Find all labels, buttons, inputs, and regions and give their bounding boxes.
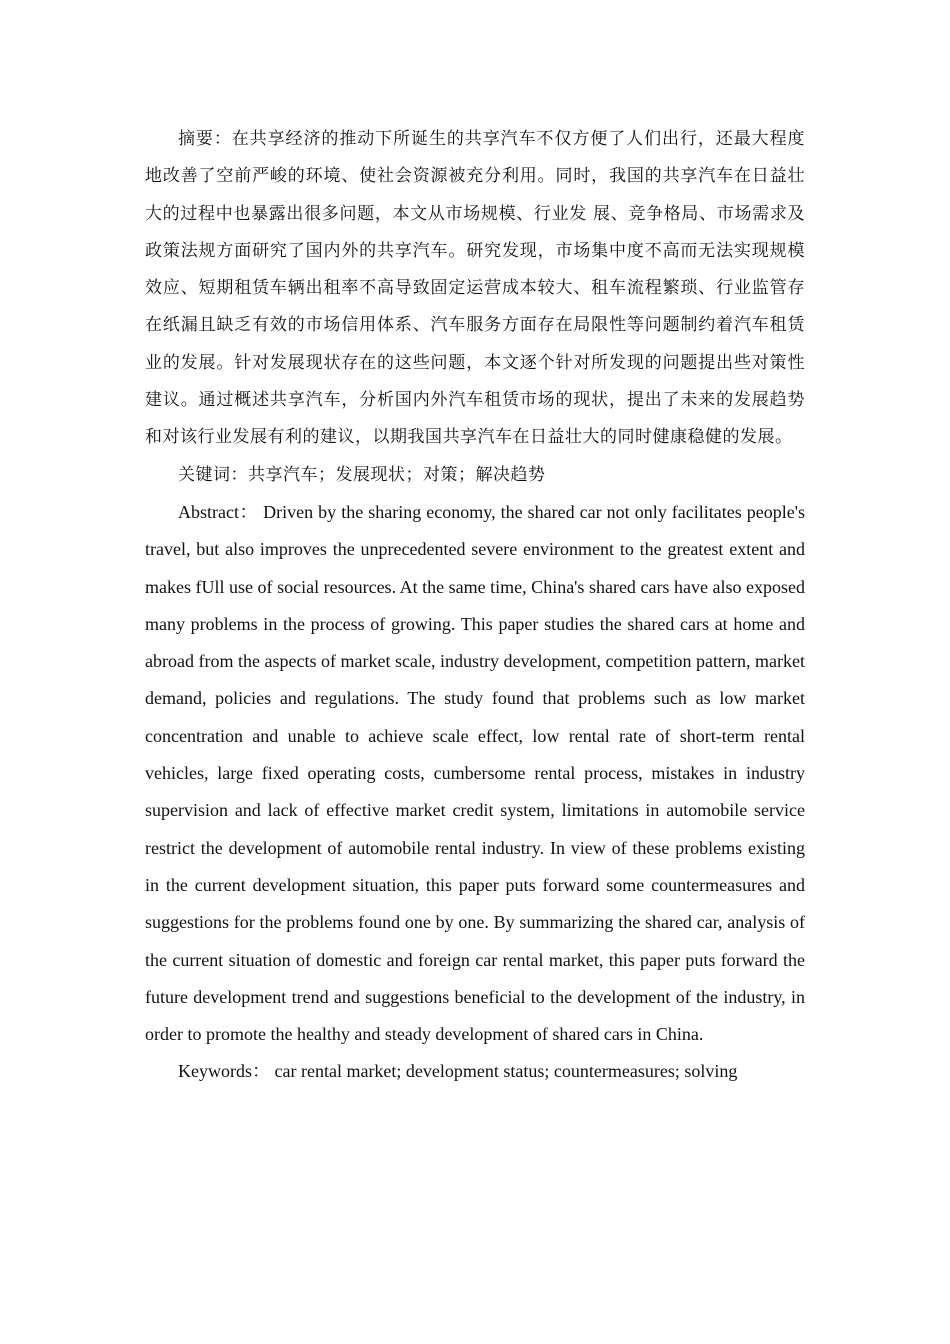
chinese-abstract-paragraph (145, 121, 805, 457)
english-abstract-text: Driven by the sharing economy, the shared car not only facilitates people's travel, but also improves the unprecedented severe environment to the greatest extent and makes fUll use of social resources. At the same time, China's shared cars have also exposed many problems in the process of growing. This paper studies the shared cars at home and abroad from the aspects of market scale, industry development, competition pattern, market demand, policies and regulations. The study found that problems such as low market concentration and unable to achieve scale effect, low rental rate of short-term rental vehicles, large fixed operating costs, cumbersome rental process, mistakes in industry supervision and lack of effective market credit system, limitations in automobile service restrict the development of automobile rental industry. In view of these problems existing in the current development situation, this paper puts forward some countermeasures and suggestions for the problems found one by one. By summarizing the shared car, analysis of the current situation of domestic and foreign car rental market, this paper puts forward the future development trend and suggestions beneficial to the development of the industry, in order to promote the healthy and steady development of shared cars in China. (145, 501, 806, 1045)
chinese-abstract-text: 在共享经济的推动下所诞生的共享汽车不仅方便了人们出行，还最大程度地改善了空前严峻的环境、使社会资源被充分利用。同时，我国的共享汽车在日益壮大的过程中也暴露出很多问题，本文从市场规模、行业发 展、竞争格局、市场需求及政策法规方面研究了国内外的共享汽车。研究发现，市场集中度不高而无法实现规模效应、短期租赁车辆出租率不高导致固定运营成本较大、租车流程繁琐、行业监管存在纸漏且缺乏有效的市场信用体系、汽车服务方面存在局限性等问题制约着汽车租赁业的发展。针对发展现状存在的这些问题，本文逐个针对所发现的问题提出些对策性建议。通过概述共享汽车，分析国内外汽车租赁市场的现状，提出了未来的发展趋势和对该行业发展有利的建议，以期我国共享汽车在日益壮大的同时健康稳健的发展。 (145, 129, 806, 448)
english-abstract-label: Abstract： (178, 501, 259, 522)
english-abstract-paragraph (145, 494, 805, 1053)
english-keywords-paragraph (145, 1053, 805, 1090)
chinese-keywords-label: 关键词： (178, 464, 248, 485)
chinese-abstract-label: 摘要： (178, 129, 232, 149)
english-keywords-label: Keywords： (178, 1061, 270, 1082)
chinese-keywords-text: 共享汽车；发展现状；对策；解决趋势 (248, 464, 546, 485)
chinese-keywords-paragraph (145, 457, 805, 494)
abstract-section (145, 121, 805, 1091)
english-keywords-text: car rental market; development status; countermeasures; solving (274, 1061, 738, 1082)
